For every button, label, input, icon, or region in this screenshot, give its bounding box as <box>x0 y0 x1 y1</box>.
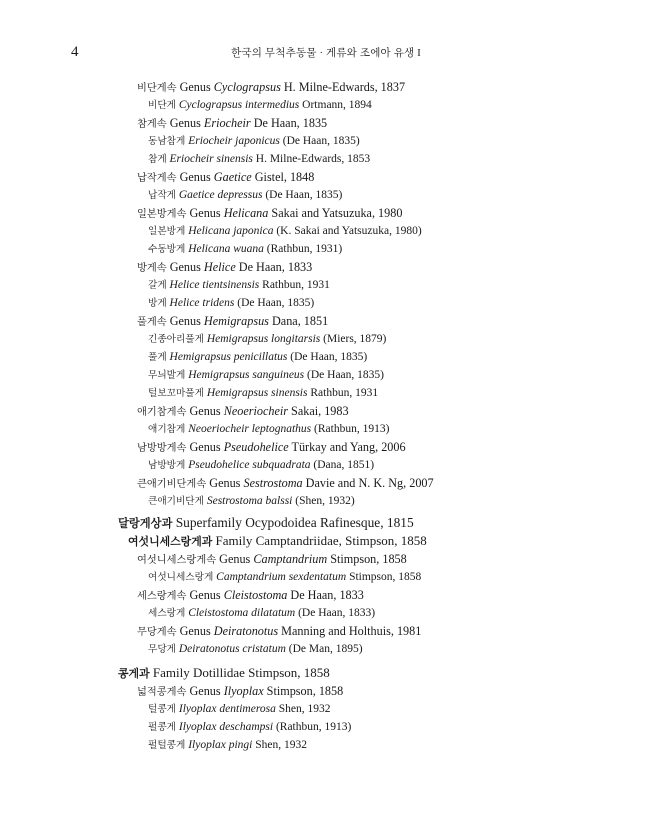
genus-entry <box>137 204 402 223</box>
scientific-name: Cleistostoma <box>223 588 288 602</box>
species-entry <box>148 492 355 511</box>
scientific-name: Neoeriocheir leptognathus <box>188 423 312 435</box>
scientific-name: Hemigrapsus sanguineus <box>188 369 305 381</box>
scientific-name: Ilyoplax <box>223 684 264 698</box>
species-entry <box>148 294 314 313</box>
korean-name: 일본방게 <box>148 226 186 237</box>
authority: De Haan, 1833 <box>290 588 364 602</box>
running-head: 한국의 무척추동물 · 게류와 조에아 유생 I <box>231 48 421 59</box>
authority: (K. Sakai and Yatsuzuka, 1980) <box>276 225 422 237</box>
scientific-name: Gaetice <box>213 170 252 184</box>
authority: Türkay and Yang, 2006 <box>291 440 406 454</box>
authority: H. Milne-Edwards, 1837 <box>283 80 406 94</box>
authority: (Dana, 1851) <box>313 459 375 471</box>
genus-entry <box>137 168 314 187</box>
species-entry <box>148 330 386 349</box>
rank-label: Genus <box>179 170 211 184</box>
species-entry <box>148 568 421 587</box>
scientific-name: Helicana <box>223 206 269 220</box>
korean-name: 참게속 <box>137 118 167 130</box>
authority: Ortmann, 1894 <box>302 99 372 111</box>
scientific-name: Sestrostoma <box>243 476 303 490</box>
authority: Rathbun, 1931 <box>262 279 330 291</box>
scientific-name: Neoeriocheir <box>223 404 288 418</box>
authority: (De Haan, 1835) <box>282 135 360 147</box>
korean-name: 여섯니세스랑게 <box>148 572 214 583</box>
korean-name: 펄콩게 <box>148 722 176 733</box>
korean-name: 수동방게 <box>148 244 186 255</box>
korean-name: 큰애기비단게속 <box>137 478 207 490</box>
scientific-name: Ilyoplax dentimerosa <box>178 703 276 715</box>
rank-label: Genus <box>179 80 211 94</box>
authority: H. Milne-Edwards, 1853 <box>255 153 371 165</box>
scientific-name: Cyclograpsus <box>213 80 281 94</box>
korean-name: 세스랑게속 <box>137 590 187 602</box>
genus-entry <box>137 258 312 277</box>
rank-label: Superfamily Ocypodoidea Rafinesque, 1815 <box>175 515 414 530</box>
scientific-name: Helicana wuana <box>188 243 264 255</box>
scientific-name: Hemigrapsus <box>203 314 269 328</box>
korean-name: 비단게 <box>148 100 176 111</box>
rank-label: Family Dotillidae Stimpson, 1858 <box>152 665 330 680</box>
scientific-name: Cleistostoma dilatatum <box>188 607 296 619</box>
korean-name: 애기참게속 <box>137 406 187 418</box>
korean-name: 여섯니세스랑게과 <box>128 535 213 548</box>
scientific-name: Gaetice depressus <box>178 189 263 201</box>
scientific-name: Deiratonotus cristatum <box>178 643 286 655</box>
korean-name: 큰애기비단게 <box>148 496 204 507</box>
species-entry <box>148 718 351 737</box>
genus-entry <box>137 438 406 457</box>
rank-label: Genus <box>219 552 251 566</box>
species-entry <box>148 222 422 241</box>
species-entry <box>148 456 374 475</box>
scientific-name: Hemigrapsus penicillatus <box>169 351 288 363</box>
korean-name: 방게속 <box>137 262 167 274</box>
species-entry <box>148 640 363 659</box>
species-entry <box>148 366 384 385</box>
scientific-name: Cyclograpsus intermedius <box>178 99 300 111</box>
scientific-name: Camptandrium sexdentatum <box>216 571 347 583</box>
korean-name: 남방방게 <box>148 460 186 471</box>
korean-name: 세스랑게 <box>148 608 186 619</box>
authority: (De Haan, 1835) <box>237 297 315 309</box>
korean-name: 콩게과 <box>118 667 150 680</box>
rank-label: Genus <box>169 116 201 130</box>
genus-entry <box>137 78 405 97</box>
korean-name: 애기참게 <box>148 424 186 435</box>
scientific-name: Pseudohelice <box>223 440 289 454</box>
rank-label: Genus <box>169 260 201 274</box>
species-entry <box>148 384 378 403</box>
authority: Davie and N. K. Ng, 2007 <box>305 476 434 490</box>
korean-name: 털보꼬마풀게 <box>148 388 204 399</box>
korean-name: 참게 <box>148 154 167 165</box>
korean-name: 납작게속 <box>137 172 177 184</box>
authority: (De Haan, 1835) <box>290 351 368 363</box>
authority: (De Haan, 1833) <box>298 607 376 619</box>
species-entry <box>148 150 370 169</box>
family-entry <box>128 532 427 551</box>
scientific-name: Ilyoplax pingi <box>188 739 253 751</box>
korean-name: 풀게 <box>148 352 167 363</box>
korean-name: 방게 <box>148 298 167 309</box>
page-number: 4 <box>71 44 79 60</box>
scientific-name: Helice tridens <box>169 297 235 309</box>
rank-label: Genus <box>189 206 221 220</box>
rank-label: Genus <box>189 588 221 602</box>
korean-name: 무당게 <box>148 644 176 655</box>
scientific-name: Helice tientsinensis <box>169 279 260 291</box>
genus-entry <box>137 114 327 133</box>
species-entry <box>148 700 330 719</box>
rank-label: Family Camptandriidae, Stimpson, 1858 <box>215 533 427 548</box>
korean-name: 풀게속 <box>137 316 167 328</box>
species-entry <box>148 186 342 205</box>
rank-label: Genus <box>189 684 221 698</box>
authority: Sakai and Yatsuzuka, 1980 <box>271 206 403 220</box>
rank-label: Genus <box>179 624 211 638</box>
species-entry <box>148 420 389 439</box>
scientific-name: Helicana japonica <box>188 225 274 237</box>
authority: Stimpson, 1858 <box>266 684 344 698</box>
scientific-name: Eriocheir sinensis <box>169 153 253 165</box>
family-entry <box>118 664 330 683</box>
korean-name: 넓적콩게속 <box>137 686 187 698</box>
scientific-name: Eriocheir japonicus <box>188 135 280 147</box>
species-entry <box>148 736 307 755</box>
scientific-name: Camptandrium <box>253 552 328 566</box>
authority: (De Haan, 1835) <box>265 189 343 201</box>
scientific-name: Hemigrapsus sinensis <box>206 387 308 399</box>
scientific-name: Ilyoplax deschampsi <box>178 721 274 733</box>
scientific-name: Deiratonotus <box>213 624 279 638</box>
authority: (Shen, 1932) <box>295 495 355 507</box>
authority: Manning and Holthuis, 1981 <box>281 624 422 638</box>
authority: (Miers, 1879) <box>323 333 387 345</box>
authority: Stimpson, 1858 <box>330 552 407 566</box>
superfamily-entry <box>118 514 414 533</box>
rank-label: Genus <box>169 314 201 328</box>
authority: Stimpson, 1858 <box>349 571 422 583</box>
korean-name: 무늬발게 <box>148 370 186 381</box>
authority: (Rathbun, 1913) <box>275 721 352 733</box>
genus-entry <box>137 402 349 421</box>
genus-entry <box>137 312 328 331</box>
species-entry <box>148 276 330 295</box>
genus-entry <box>137 586 364 605</box>
authority: (Rathbun, 1913) <box>314 423 390 435</box>
genus-entry <box>137 474 434 493</box>
authority: De Haan, 1833 <box>238 260 313 274</box>
genus-entry <box>137 550 407 569</box>
korean-name: 비단게속 <box>137 82 177 94</box>
species-entry <box>148 96 372 115</box>
korean-name: 긴종아리풀게 <box>148 334 204 345</box>
scientific-name: Sestrostoma balssi <box>206 495 293 507</box>
authority: Dana, 1851 <box>271 314 329 328</box>
authority: (De Man, 1895) <box>288 643 363 655</box>
korean-name: 달랑게상과 <box>118 517 173 530</box>
species-entry <box>148 132 360 151</box>
authority: (De Haan, 1835) <box>307 369 384 381</box>
korean-name: 무당게속 <box>137 626 177 638</box>
authority: De Haan, 1835 <box>253 116 328 130</box>
korean-name: 납작게 <box>148 190 176 201</box>
korean-name: 펄털콩게 <box>148 740 186 751</box>
authority: Rathbun, 1931 <box>310 387 379 399</box>
authority: Shen, 1932 <box>278 703 331 715</box>
korean-name: 일본방게속 <box>137 208 187 220</box>
species-entry <box>148 604 375 623</box>
rank-label: Genus <box>209 476 241 490</box>
rank-label: Genus <box>189 404 221 418</box>
species-entry <box>148 348 367 367</box>
scientific-name: Eriocheir <box>203 116 251 130</box>
authority: Gistel, 1848 <box>254 170 315 184</box>
korean-name: 여섯니세스랑게속 <box>137 554 217 566</box>
genus-entry <box>137 622 421 641</box>
authority: Shen, 1932 <box>255 739 308 751</box>
scientific-name: Helice <box>203 260 236 274</box>
korean-name: 동남참게 <box>148 136 186 147</box>
genus-entry <box>137 682 343 701</box>
species-entry <box>148 240 342 259</box>
authority: (Rathbun, 1931) <box>266 243 343 255</box>
rank-label: Genus <box>189 440 221 454</box>
korean-name: 남방방게속 <box>137 442 187 454</box>
korean-name: 털콩게 <box>148 704 176 715</box>
authority: Sakai, 1983 <box>291 404 349 418</box>
scientific-name: Pseudohelice subquadrata <box>188 459 311 471</box>
scientific-name: Hemigrapsus longitarsis <box>206 333 321 345</box>
korean-name: 갈게 <box>148 280 167 291</box>
